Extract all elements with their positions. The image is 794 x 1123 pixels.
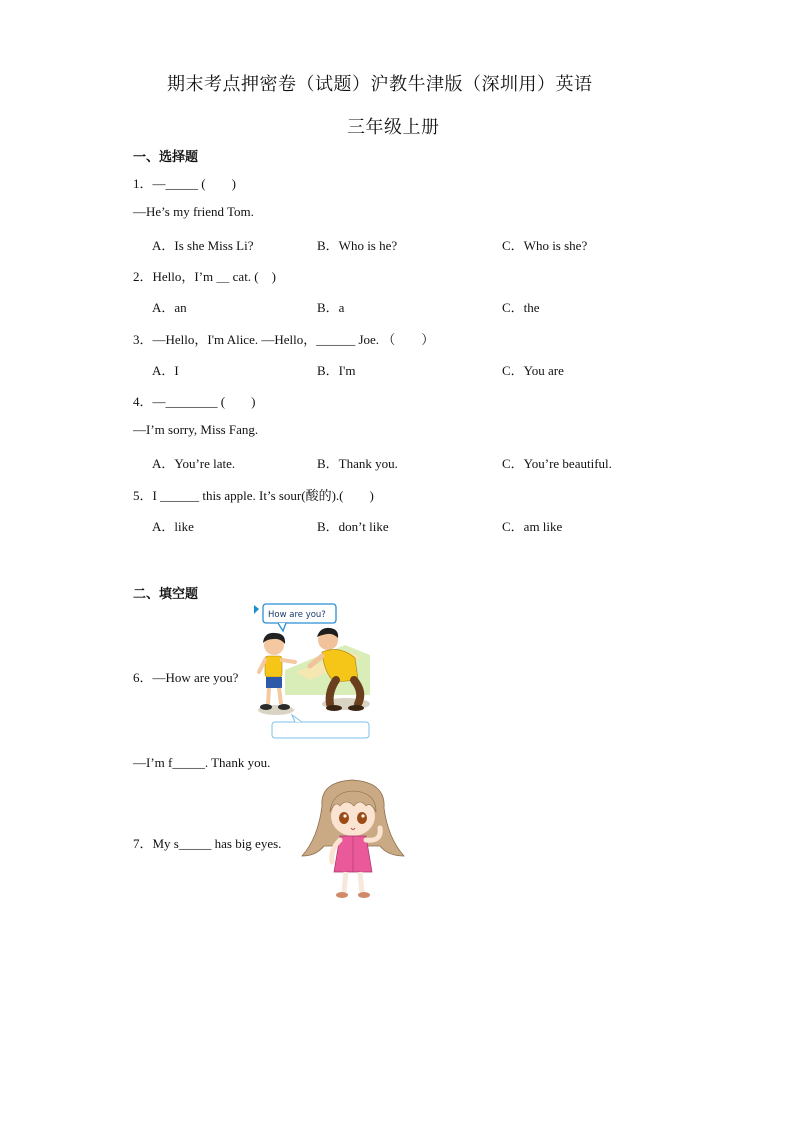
q4-option-b: B．Thank you. (317, 456, 398, 471)
q6-reply: —I’m f_____. Thank you. (133, 755, 271, 770)
q5-option-a: A．like (152, 519, 194, 534)
q5-option-c: C．am like (502, 519, 563, 534)
q5-stem: 5．I ______ this apple. It’s sour(酸的).( ) (133, 488, 374, 503)
q4-stem: 4．—________ ( ) (133, 394, 256, 409)
section-heading-choice: 一、选择题 (133, 150, 199, 165)
q2-option-b: B．a (317, 300, 345, 315)
q6-stem: 6．—How are you? (133, 670, 239, 685)
q4-option-a: A．You’re late. (152, 456, 236, 471)
q3-option-c: C．You are (502, 363, 564, 378)
title-line-2: 三年级上册 (347, 117, 440, 137)
section-heading-fill: 二、填空题 (133, 587, 199, 602)
q1-option-c: C．Who is she? (502, 238, 588, 253)
q3-option-a: A．I (152, 363, 179, 378)
q2-option-a: A．an (152, 300, 187, 315)
girl-illustration (300, 776, 412, 904)
q1-option-a: A．Is she Miss Li? (152, 238, 254, 253)
q2-stem: 2．Hello，I’m ＿ cat. ( ) (133, 269, 276, 284)
q2-option-c: C．the (502, 300, 540, 315)
greeting-illustration (250, 600, 372, 740)
q7-stem: 7．My s_____ has big eyes. (133, 836, 282, 851)
q4-option-c: C．You’re beautiful. (502, 456, 612, 471)
bubble-text: How are you? (268, 610, 326, 620)
q5-option-b: B．don’t like (317, 519, 389, 534)
q4-reply: —I’m sorry, Miss Fang. (133, 422, 259, 437)
q1-option-b: B．Who is he? (317, 238, 398, 253)
q1-stem: 1．—_____ ( ) (133, 176, 236, 191)
q3-option-b: B．I'm (317, 363, 356, 378)
title-line-1: 期末考点押密卷（试题）沪教牛津版（深圳用）英语 (167, 74, 593, 94)
q1-reply: —He’s my friend Tom. (133, 204, 254, 219)
q3-stem: 3．—Hello，I'm Alice. —Hello，______ Joe. （ ） (133, 332, 435, 347)
